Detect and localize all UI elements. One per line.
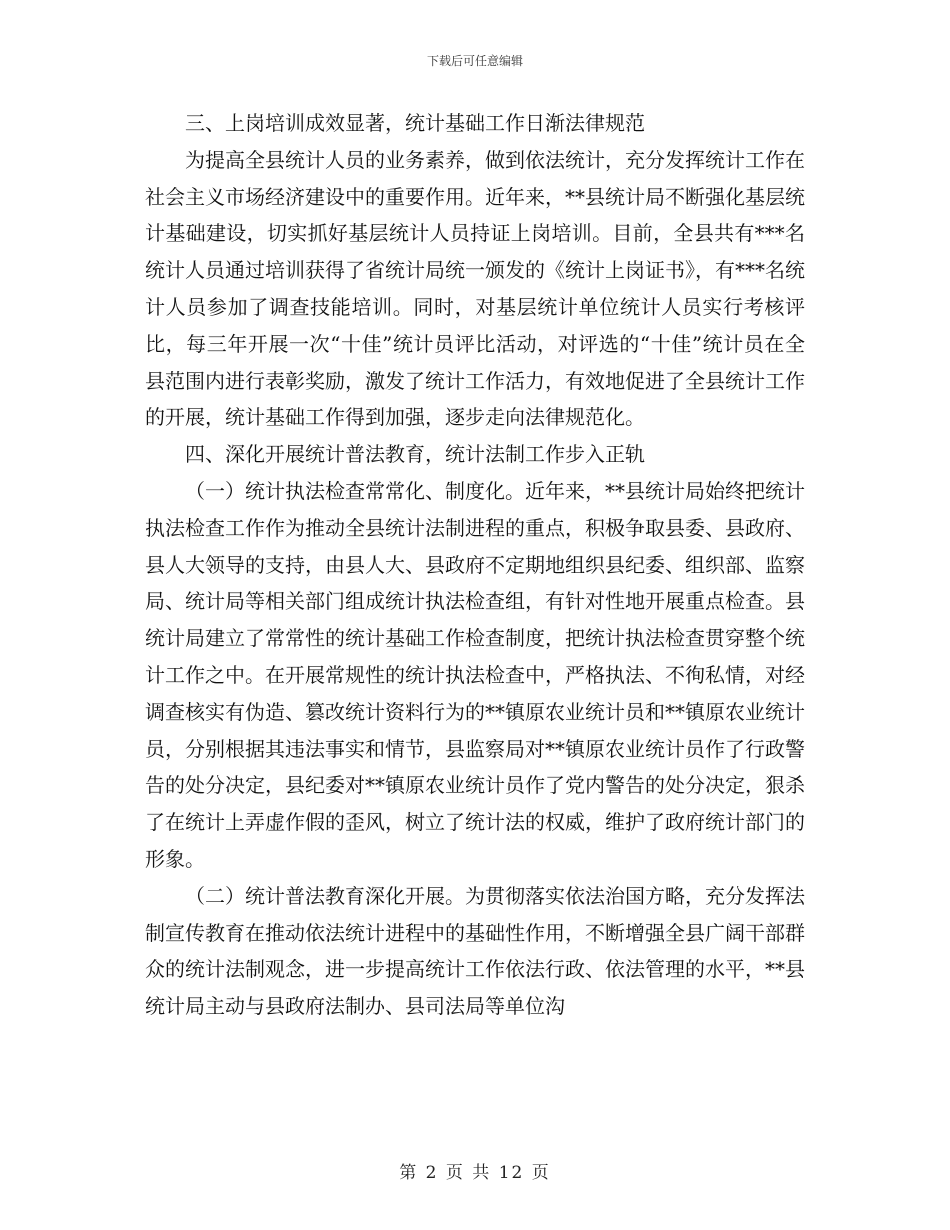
body-paragraph: （二）统计普法教育深化开展。为贯彻落实依法治国方略，充分发挥法制宣传教育在推动依法统计进程中的基础性作用，不断增强全县广阔干部群众的统计法制观念，进一步提高统计工作依法行政、依法管理的水平，**县统计局主动与县政府法制办、县司法局等单位沟 — [145, 883, 805, 1019]
page-number: 第 2 页 共 12 页 — [399, 1163, 551, 1183]
page-header-note: 下载后可任意编辑 — [426, 54, 523, 68]
body-paragraph: （一）统计执法检查常常化、制度化。近年来，**县统计局始终把统计执法检查工作作为推动全县统计法制进程的重点，积极争取县委、县政府、县人大领导的支持，由县人大、县政府不定期地组织县纪委、组织部、监察局、统计局等相关部门组成统计执法检查组，有针对性地开展重点检查。县统计局建立了常常性的统计基础工作检查制度，把统计执法检查贯穿整个统计工作之中。在开展常规性的统计执法检查中，严格执法、不徇私情，对经调查核实有伪造、篡改统计资料行为的**镇原农业统计员和**镇原农业统计员，分别根据其违法事实和情节，县监察局对**镇原农业统计员作了行政警告的处分决定，县纪委对**镇原农业统计员作了党内警告的处分决定，狠杀了在统计上弄虚作假的歪风，树立了统计法的权威，维护了政府统计部门的形象。 — [145, 478, 805, 871]
section-heading-4: 四、深化开展统计普法教育，统计法制工作步入正轨 — [185, 442, 645, 467]
section-heading-3: 三、上岗培训成效显著，统计基础工作日渐法律规范 — [185, 111, 645, 135]
body-paragraph: 为提高全县统计人员的业务素养，做到依法统计，充分发挥统计工作在社会主义市场经济建设中的重要作用。近年来，**县统计局不断强化基层统计基础建设，切实抓好基层统计人员持证上岗培训。目前，全县共有***名统计人员通过培训获得了省统计局统一颁发的《统计上岗证书》，有***名统计人员参加了调查技能培训。同时，对基层统计单位统计人员实行考核评比，每三年开展一次“十佳”统计员评比活动，对评选的“十佳”统计员在全县范围内进行表彰奖励，激发了统计工作活力，有效地促进了全县统计工作的开展，统计基础工作得到加强，逐步走向法律规范化。 — [145, 147, 805, 430]
document-body — [145, 105, 805, 1025]
